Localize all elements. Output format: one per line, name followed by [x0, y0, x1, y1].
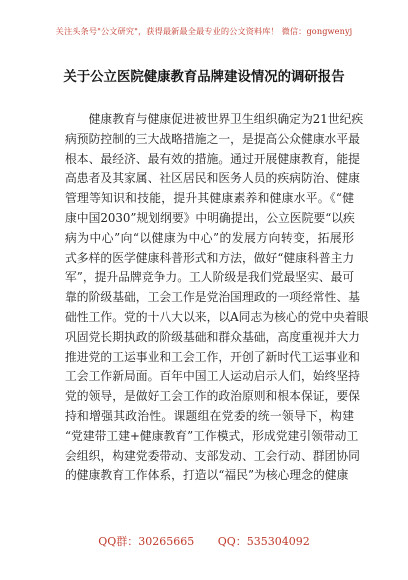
body-line: 康中国2030”规划纲要》中明确提出，公立医院要“以疾: [65, 210, 355, 225]
body-line: 高患者及其家属、社区居民和医务人员的疾病防治、健康: [65, 171, 360, 186]
body-line: 会组织，构建党委带动、支部发动、工会行动、群团协同: [65, 448, 360, 463]
body-line: 础性工作。党的十八大以来，以A同志为核心的党中央着眼: [65, 309, 369, 324]
contact-footer: [0, 533, 408, 549]
body-line: 推进党的工运事业和工会工作，开创了新时代工运事业和: [65, 349, 360, 364]
body-line: “党建带工建+健康教育”工作模式，形成党建引领带动工: [65, 428, 359, 443]
body-line: 病预防控制的三大战略措施之一，是提高公众健康水平最: [65, 131, 360, 146]
body-line: 工会工作新局面。百年中国工人运动启示人们，始终坚持: [65, 369, 360, 384]
body-line: 病为中心”向“以健康为中心”的发展方向转变，拓展形: [65, 230, 354, 245]
body-line: 根本、最经济、最有效的措施。通过开展健康教育，能提: [65, 151, 360, 166]
body-line: 巩固党长期执政的阶级基础和群众基础，高度重视并大力: [65, 329, 360, 344]
document-body: [65, 110, 369, 486]
body-line: 持和增强其政治性。课题组在党委的统一领导下，构建: [65, 408, 354, 423]
body-line: 管理等知识和技能，提升其健康素养和健康水平。《“健: [65, 191, 354, 206]
body-line: 党的领导，是做好工会工作的政治原则和根本保证，要保: [65, 389, 360, 404]
promo-header: 关注头条号"公文研究"，获得最新最全最专业的公文资料库！ 微信：gongwenyj: [55, 26, 353, 36]
body-line: 靠的阶级基础，工会工作是党治国理政的一项经常性、基: [65, 290, 360, 305]
document-title: 关于公立医院健康教育品牌建设情况的调研报告: [63, 69, 345, 85]
qq-contact-text: QQ：535304092: [217, 535, 310, 548]
body-line: 式多样的医学健康科普形式和方法，做好“健康科普主力: [65, 250, 355, 265]
body-line: 军”，提升品牌竞争力。工人阶级是我们党最坚实、最可: [65, 270, 355, 285]
qq-group-text: QQ群：30265665: [98, 535, 195, 548]
body-line: 的健康教育工作体系，打造以“福民”为核心理念的健康: [65, 468, 349, 483]
body-line: 健康教育与健康促进被世界卫生组织确定为21世纪疾: [88, 112, 364, 126]
